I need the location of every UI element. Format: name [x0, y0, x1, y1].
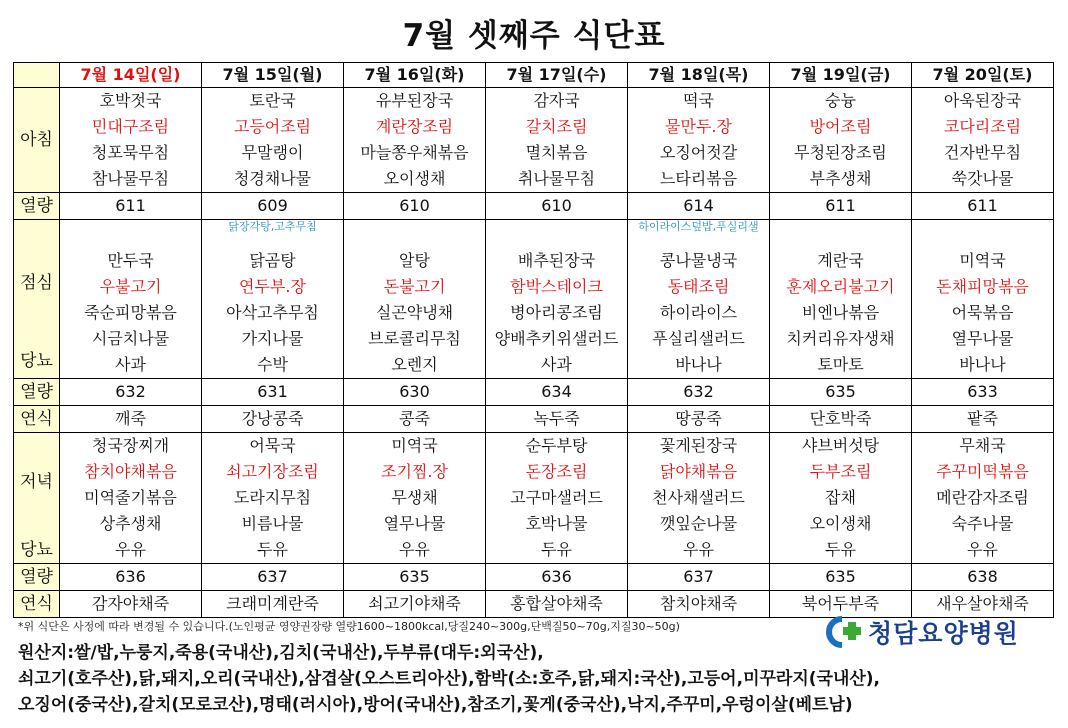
- main-dish: 돈장조림: [525, 462, 588, 481]
- snack-cell: 녹두죽: [486, 406, 628, 433]
- menu-item: 무청된장조림: [794, 143, 887, 162]
- menu-item: 떡국: [683, 91, 714, 110]
- lunch-label-text: 점심: [20, 273, 53, 293]
- menu-item: 비엔나볶음: [801, 303, 880, 322]
- snack-cell: 북어두부죽: [770, 591, 912, 618]
- main-dish: 동태조림: [667, 277, 730, 296]
- menu-item: 순두부탕: [525, 436, 588, 455]
- main-dish: 갈치조림: [525, 117, 588, 136]
- calorie-cell: 614: [628, 193, 770, 220]
- calories-label: 열량: [14, 564, 60, 591]
- menu-item: 토마토: [817, 355, 864, 374]
- menu-item: 메란감자조림: [936, 488, 1029, 507]
- menu-item: 부추생채: [809, 169, 872, 188]
- menu-item: 건자반무침: [943, 143, 1022, 162]
- menu-item: 미역국: [391, 436, 438, 455]
- main-dish: 물만두.장: [665, 117, 732, 136]
- snack-cell: 크래미계란죽: [202, 591, 344, 618]
- menu-note: [912, 220, 1053, 234]
- menu-item: 무말랭이: [241, 143, 304, 162]
- main-dish: 닭야채볶음: [659, 462, 738, 481]
- menu-item: 청포묵무침: [91, 143, 170, 162]
- hospital-logo: [826, 614, 1019, 650]
- snack-cell: 팥죽: [912, 406, 1054, 433]
- menu-item: 비름나물: [241, 514, 304, 533]
- calorie-cell: 636: [60, 564, 202, 591]
- lunch-calories-row: [14, 379, 1054, 406]
- menu-item: 느타리볶음: [659, 169, 738, 188]
- lunch-label: [14, 220, 60, 379]
- main-dish: 조기찜.장: [381, 462, 448, 481]
- corner-cell: [14, 63, 60, 88]
- calorie-cell: 611: [912, 193, 1054, 220]
- menu-item: 오렌지: [391, 355, 438, 374]
- menu-item: 우유: [399, 540, 430, 559]
- main-dish: 참치야채볶음: [84, 462, 177, 481]
- menu-item: 아삭고추무침: [226, 303, 319, 322]
- menu-item: 사과: [115, 355, 146, 374]
- menu-item: 하이라이스: [659, 303, 738, 322]
- menu-item: 참나물무침: [91, 169, 170, 188]
- menu-item: 고구마샐러드: [510, 488, 603, 507]
- calorie-cell: 635: [770, 564, 912, 591]
- dinner-cell: [486, 433, 628, 564]
- menu-item: 미역줄기볶음: [84, 488, 177, 507]
- calories-label: 열량: [14, 193, 60, 220]
- calorie-cell: 611: [60, 193, 202, 220]
- menu-item: 도라지무침: [233, 488, 312, 507]
- header-row: [14, 63, 1054, 88]
- page-title: 7월 셋째주 식단표: [402, 18, 666, 54]
- calorie-cell: 632: [60, 379, 202, 406]
- menu-item: 열무나물: [951, 329, 1014, 348]
- origin-line: 원산지:쌀/밥,누룽지,죽용(국내산),김치(국내산),두부류(대두:외국산),: [18, 643, 544, 663]
- menu-item: 미역국: [959, 251, 1006, 270]
- menu-item: 푸실리샐러드: [652, 329, 745, 348]
- main-dish: 쇠고기장조림: [226, 462, 319, 481]
- day-header: 7월 17일(수): [486, 63, 628, 88]
- dinner-row: [14, 433, 1054, 564]
- menu-item: 양배추키위샐러드: [494, 329, 619, 348]
- menu-item: 어묵볶음: [951, 303, 1014, 322]
- menu-item: 우유: [683, 540, 714, 559]
- menu-item: 상추생채: [99, 514, 162, 533]
- menu-item: 멸치볶음: [525, 143, 588, 162]
- lunch-cell: [770, 220, 912, 379]
- breakfast-row: [14, 88, 1054, 193]
- dinner-cell: [344, 433, 486, 564]
- dinner-label-text: 저녁: [20, 472, 53, 492]
- main-dish: 계란장조림: [375, 117, 454, 136]
- menu-item: 호박나물: [525, 514, 588, 533]
- menu-item: 천사채샐러드: [652, 488, 745, 507]
- dinner-label: [14, 433, 60, 564]
- menu-item: 깻잎순나물: [659, 514, 738, 533]
- day-header: 7월 18일(목): [628, 63, 770, 88]
- lunch-cell: [60, 220, 202, 379]
- spacer: [912, 234, 1053, 248]
- main-dish: 연두부.장: [239, 277, 306, 296]
- breakfast-cell: [628, 88, 770, 193]
- menu-item: 감자국: [533, 91, 580, 110]
- menu-item: 샤브버섯탕: [801, 436, 880, 455]
- day-header: 7월 19일(금): [770, 63, 912, 88]
- day-header: 7월 20일(토): [912, 63, 1054, 88]
- menu-item: 청국장찌개: [91, 436, 170, 455]
- menu-item: 토란국: [249, 91, 296, 110]
- spacer: [486, 234, 627, 248]
- menu-item: 오이생채: [809, 514, 872, 533]
- calorie-cell: 610: [344, 193, 486, 220]
- snack-cell: 참치야채죽: [628, 591, 770, 618]
- menu-item: 만두국: [107, 251, 154, 270]
- footnote: *위 식단은 사정에 따라 변경될 수 있습니다.(노인평균 영양권장량 열량1600~1800kcal,당질240~300g,단백질50~70g,지질30~50g): [18, 620, 680, 633]
- main-dish: 함박스테이크: [510, 277, 603, 296]
- calories-label: 열량: [14, 379, 60, 406]
- calorie-cell: 630: [344, 379, 486, 406]
- main-dish: 훈제오리불고기: [786, 277, 895, 296]
- dinner-cell: [770, 433, 912, 564]
- breakfast-cell: [486, 88, 628, 193]
- menu-item: 아욱된장국: [943, 91, 1022, 110]
- menu-item: 닭곰탕: [249, 251, 296, 270]
- menu-item: 쑥갓나물: [951, 169, 1014, 188]
- menu-item: 무생채: [391, 488, 438, 507]
- dinner-calories-row: [14, 564, 1054, 591]
- dinner-cell: [628, 433, 770, 564]
- menu-item: 숙주나물: [951, 514, 1014, 533]
- calorie-cell: 631: [202, 379, 344, 406]
- origin-line: 오징어(중국산),갈치(모로코산),명태(러시아),방어(국내산),참조기,꽃게(중국산),낙지,주꾸미,우렁이살(베트남): [18, 695, 853, 715]
- dinner-cell: [60, 433, 202, 564]
- menu-item: 병아리콩조림: [510, 303, 603, 322]
- lunch-cell: [486, 220, 628, 379]
- breakfast-cell: [60, 88, 202, 193]
- snack-cell: 쇠고기야채죽: [344, 591, 486, 618]
- lunch-snack-row: [14, 406, 1054, 433]
- day-header: 7월 14일(일): [60, 63, 202, 88]
- lunch-cell: [912, 220, 1054, 379]
- snack-cell: 단호박죽: [770, 406, 912, 433]
- menu-item: 두유: [541, 540, 572, 559]
- breakfast-cell: [912, 88, 1054, 193]
- breakfast-cell: [770, 88, 912, 193]
- menu-item: 두유: [257, 540, 288, 559]
- calorie-cell: 637: [628, 564, 770, 591]
- lunch-cell: [628, 220, 770, 379]
- main-dish: 민대구조림: [91, 117, 170, 136]
- menu-item: 유부된장국: [375, 91, 454, 110]
- menu-item: 치커리유자생채: [786, 329, 895, 348]
- menu-item: 잡채: [825, 488, 856, 507]
- main-dish: 돈불고기: [383, 277, 446, 296]
- lunch-cell: [202, 220, 344, 379]
- diabetic-label: 당뇨: [20, 540, 53, 560]
- menu-item: 오이생채: [383, 169, 446, 188]
- menu-item: 사과: [541, 355, 572, 374]
- breakfast-cell: [344, 88, 486, 193]
- snack-label: 연식: [14, 591, 60, 618]
- calorie-cell: 609: [202, 193, 344, 220]
- hospital-logo-icon: [826, 616, 862, 648]
- menu-item: 우유: [967, 540, 998, 559]
- snack-cell: 홍합살야채죽: [486, 591, 628, 618]
- menu-item: 브로콜리무침: [368, 329, 461, 348]
- snack-cell: 땅콩죽: [628, 406, 770, 433]
- calorie-cell: 636: [486, 564, 628, 591]
- menu-note: [486, 220, 627, 234]
- menu-item: 계란국: [817, 251, 864, 270]
- menu-note: [344, 220, 485, 234]
- spacer: [60, 234, 201, 248]
- menu-item: 열무나물: [383, 514, 446, 533]
- spacer: [344, 234, 485, 248]
- origin-line: 쇠고기(호주산),닭,돼지,오리(국내산),삼겹살(오스트리아산),함박(소:호주,닭,돼지:국산),고등어,미꾸라지(국내산),: [18, 669, 881, 689]
- snack-cell: 콩죽: [344, 406, 486, 433]
- menu-item: 어묵국: [249, 436, 296, 455]
- snack-cell: 감자야채죽: [60, 591, 202, 618]
- main-dish: 고등어조림: [233, 117, 312, 136]
- diabetic-label: 당뇨: [20, 351, 53, 371]
- calorie-cell: 637: [202, 564, 344, 591]
- calorie-cell: 610: [486, 193, 628, 220]
- calorie-cell: 632: [628, 379, 770, 406]
- menu-item: 숭늉: [825, 91, 856, 110]
- breakfast-calories-row: [14, 193, 1054, 220]
- day-header: 7월 15일(월): [202, 63, 344, 88]
- menu-item: 실곤약냉채: [375, 303, 454, 322]
- menu-item: 시금치나물: [91, 329, 170, 348]
- menu-note: [60, 220, 201, 234]
- menu-item: 무채국: [959, 436, 1006, 455]
- menu-item: 바나나: [675, 355, 722, 374]
- snack-cell: 새우살야채죽: [912, 591, 1054, 618]
- calorie-cell: 635: [344, 564, 486, 591]
- menu-item: 꽃게된장국: [659, 436, 738, 455]
- main-dish: 주꾸미떡볶음: [936, 462, 1029, 481]
- day-header: 7월 16일(화): [344, 63, 486, 88]
- menu-item: 배추된장국: [517, 251, 596, 270]
- main-dish: 두부조림: [809, 462, 872, 481]
- menu-item: 가지나물: [241, 329, 304, 348]
- snack-cell: 깨죽: [60, 406, 202, 433]
- hospital-name: 청담요양병원: [868, 619, 1019, 648]
- lunch-cell: [344, 220, 486, 379]
- menu-table: [13, 62, 1054, 618]
- calorie-cell: 638: [912, 564, 1054, 591]
- calorie-cell: 634: [486, 379, 628, 406]
- menu-note: [770, 220, 911, 234]
- main-dish: 방어조림: [809, 117, 872, 136]
- menu-item: 수박: [257, 355, 288, 374]
- menu-item: 오징어젓갈: [659, 143, 738, 162]
- menu-item: 바나나: [959, 355, 1006, 374]
- menu-item: 알탕: [399, 251, 430, 270]
- menu-note: 하이라이스덮밥,푸실리샐: [638, 220, 759, 233]
- menu-item: 죽순피망볶음: [84, 303, 177, 322]
- main-dish: 코다리조림: [943, 117, 1022, 136]
- dinner-cell: [202, 433, 344, 564]
- lunch-row: [14, 220, 1054, 379]
- menu-item: 취나물무침: [517, 169, 596, 188]
- menu-item: 호박젓국: [99, 91, 162, 110]
- calorie-cell: 633: [912, 379, 1054, 406]
- menu-item: 마늘쫑우채볶음: [360, 143, 469, 162]
- main-dish: 우불고기: [99, 277, 162, 296]
- main-dish: 돈채피망볶음: [936, 277, 1029, 296]
- menu-note: 닭장각탕,고추무침: [228, 220, 317, 233]
- menu-item: 콩나물냉국: [659, 251, 738, 270]
- snack-label: 연식: [14, 406, 60, 433]
- calorie-cell: 635: [770, 379, 912, 406]
- calorie-cell: 611: [770, 193, 912, 220]
- breakfast-cell: [202, 88, 344, 193]
- dinner-cell: [912, 433, 1054, 564]
- menu-item: 우유: [115, 540, 146, 559]
- snack-cell: 강낭콩죽: [202, 406, 344, 433]
- menu-item: 두유: [825, 540, 856, 559]
- breakfast-label: 아침: [14, 88, 60, 193]
- spacer: [770, 234, 911, 248]
- menu-item: 청경채나물: [233, 169, 312, 188]
